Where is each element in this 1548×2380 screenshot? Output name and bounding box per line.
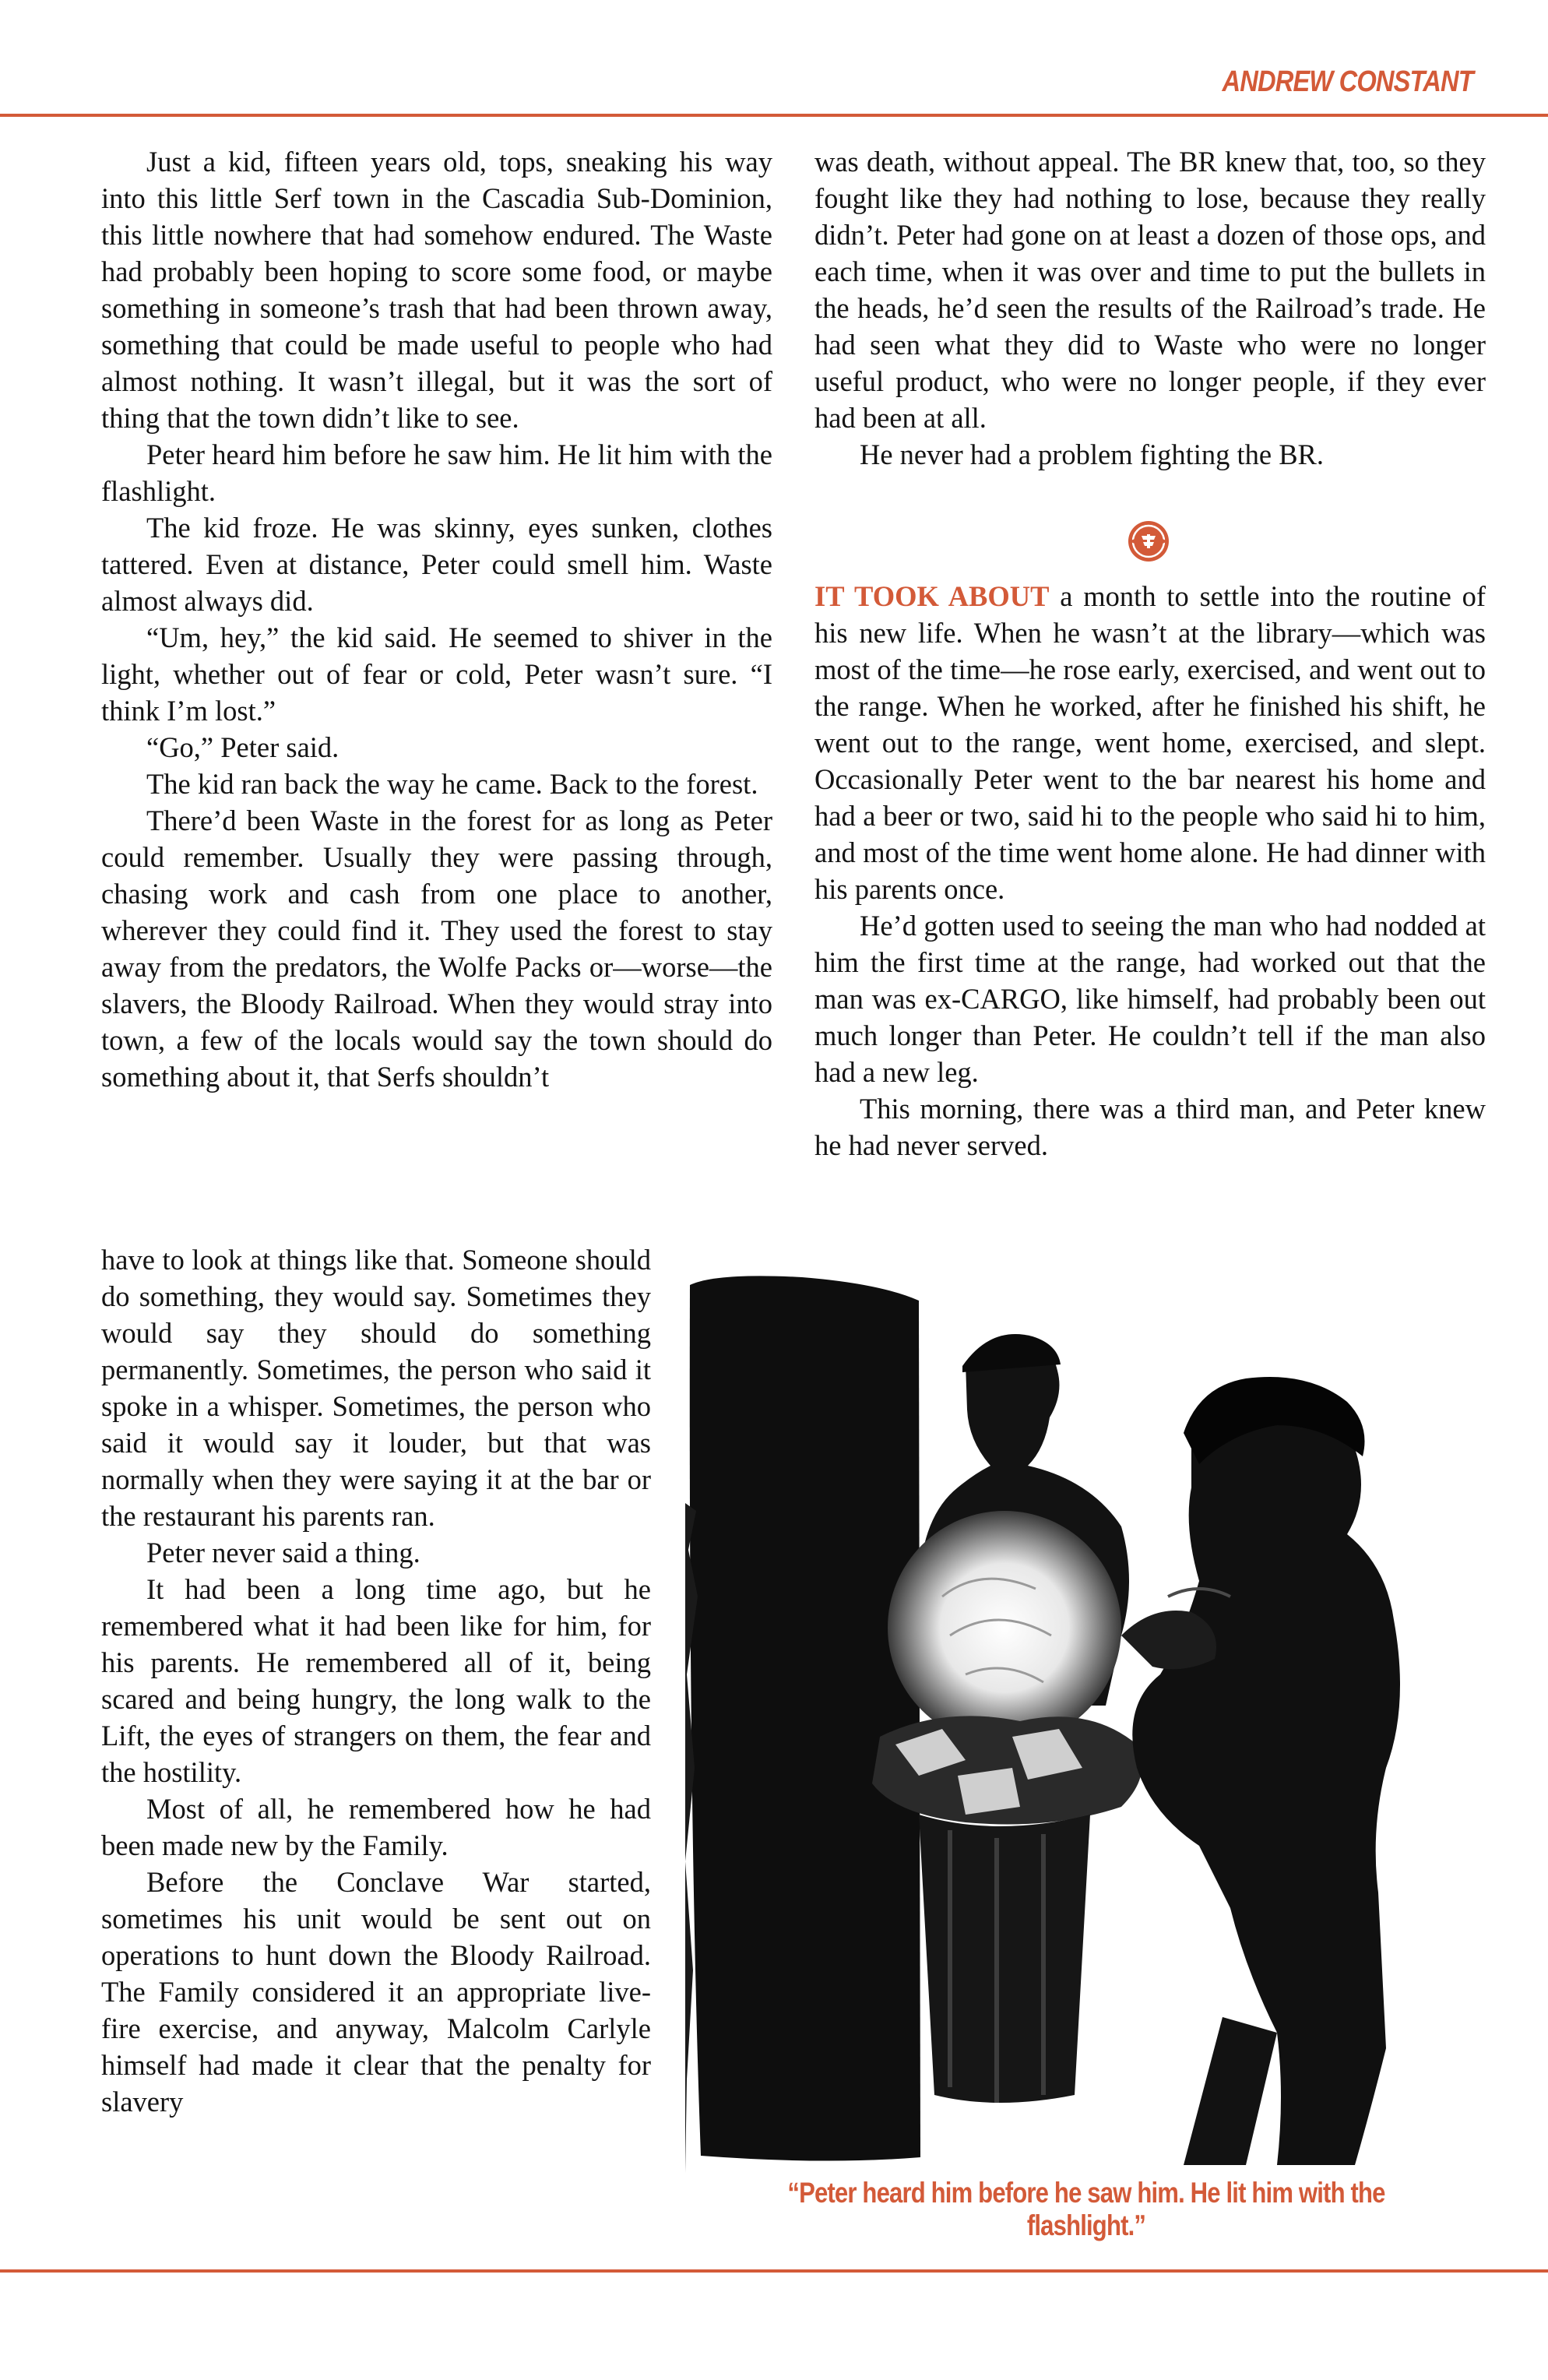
- right-column-upper: [814, 143, 1486, 473]
- right-column-lower: [814, 578, 1486, 1164]
- paragraph: Peter heard him before he saw him. He lit him with the flashlight.: [101, 438, 772, 507]
- section-break-emblem-icon: [1126, 519, 1171, 564]
- paragraph: The kid ran back the way he came. Back to the forest.: [146, 768, 758, 800]
- paragraph: “Go,” Peter said.: [146, 731, 340, 763]
- paragraph: He’d gotten used to seeing the man who had nodded at him the first time at the range, had worked out that the man was ex-CARGO, like himself, had probably been out much longer than Peter. He couldn’t tell if the man also had a new leg.: [814, 910, 1486, 1088]
- header-rule: [0, 114, 1548, 117]
- lead-in-paragraph-text: a month to settle into the routine of his new life. When he wasn’t at the library—which was most of the time—he rose early, exercised, and went out to the range. When he worked, after he finished his shift, he went out to the range, went home, exercised, and slept. Occasionally Peter went to the bar nearest his home and had a beer or two, said hi to the people who said hi to him, and most of the time went home alone. He had dinner with his parents once.: [814, 580, 1486, 905]
- paragraph: “Um, hey,” the kid said. He seemed to shiver in the light, whether out of fear or cold, Peter wasn’t sure. “I think I’m lost.”: [101, 621, 772, 727]
- illustration-caption: [685, 2177, 1487, 2242]
- paragraph: was death, without appeal. The BR knew that, too, so they fought like they had nothing to lose, because they really didn’t. Peter had gone on at least a dozen of those ops, and each time, when it was over and time to put the bullets in the heads, he’d seen the results of the Railroad’s trade. He had seen what they did to Waste who were no longer useful product, who were no longer people, if they ever had been at all.: [814, 146, 1486, 434]
- caption-text: “Peter heard him before he saw him. He lit him with the flashlight.”: [787, 2177, 1385, 2241]
- paragraph: have to look at things like that. Someone should do something, they would say. Sometimes they would say they should do something permanently. Sometimes, the person who said it spoke in a whisper. Sometimes, the person who said it would say it louder, but that was normally when they were saying it at the bar or the restaurant his parents ran.: [101, 1244, 651, 1532]
- paragraph: This morning, there was a third man, and Peter knew he had never served.: [814, 1093, 1486, 1161]
- running-header-author: ANDREW CONSTANT: [1222, 65, 1473, 98]
- story-illustration: [685, 1269, 1487, 2173]
- paragraph: Just a kid, fifteen years old, tops, sneaking his way into this little Serf town in the Cascadia Sub-Dominion, this little nowhere that had somehow endured. The Waste had probably been hoping to score some food, or maybe something in someone’s trash that had been thrown away, something that could be made useful to people who had almost nothing. It wasn’t illegal, but it was the sort of thing that the town didn’t like to see.: [101, 146, 772, 434]
- paragraph: It had been a long time ago, but he remembered what it had been like for him, for his parents. He remembered all of it, being scared and being hungry, the long walk to the Lift, the eyes of strangers on them, the fear and the hostility.: [101, 1573, 651, 1788]
- paragraph-with-lead-in: [814, 578, 1486, 907]
- paragraph: Peter never said a thing.: [146, 1537, 420, 1568]
- paragraph: The kid froze. He was skinny, eyes sunken, clothes tattered. Even at distance, Peter could smell him. Waste almost always did.: [101, 512, 772, 617]
- lead-in-text: IT TOOK ABOUT: [814, 580, 1050, 612]
- paragraph: He never had a problem fighting the BR.: [860, 438, 1325, 470]
- paragraph: There’d been Waste in the forest for as long as Peter could remember. Usually they were passing through, chasing work and cash from one place to another, wherever they could find it. They used the forest to stay away from the predators, the Wolfe Packs or—worse—the slavers, the Bloody Railroad. When they would stray into town, a few of the locals would say the town should do something about it, that Serfs shouldn’t: [101, 804, 772, 1093]
- paragraph: Most of all, he remembered how he had been made new by the Family.: [101, 1793, 651, 1861]
- paragraph: Before the Conclave War started, sometimes his unit would be sent out on operations to hunt down the Bloody Railroad. The Family considered it an appropriate live-fire exercise, and anyway, Malcolm Carlyle himself had made it clear that the penalty for slavery: [101, 1866, 651, 2118]
- footer-rule: [0, 2269, 1548, 2273]
- left-column-upper: [101, 143, 772, 1095]
- left-column-lower: [101, 1241, 651, 2120]
